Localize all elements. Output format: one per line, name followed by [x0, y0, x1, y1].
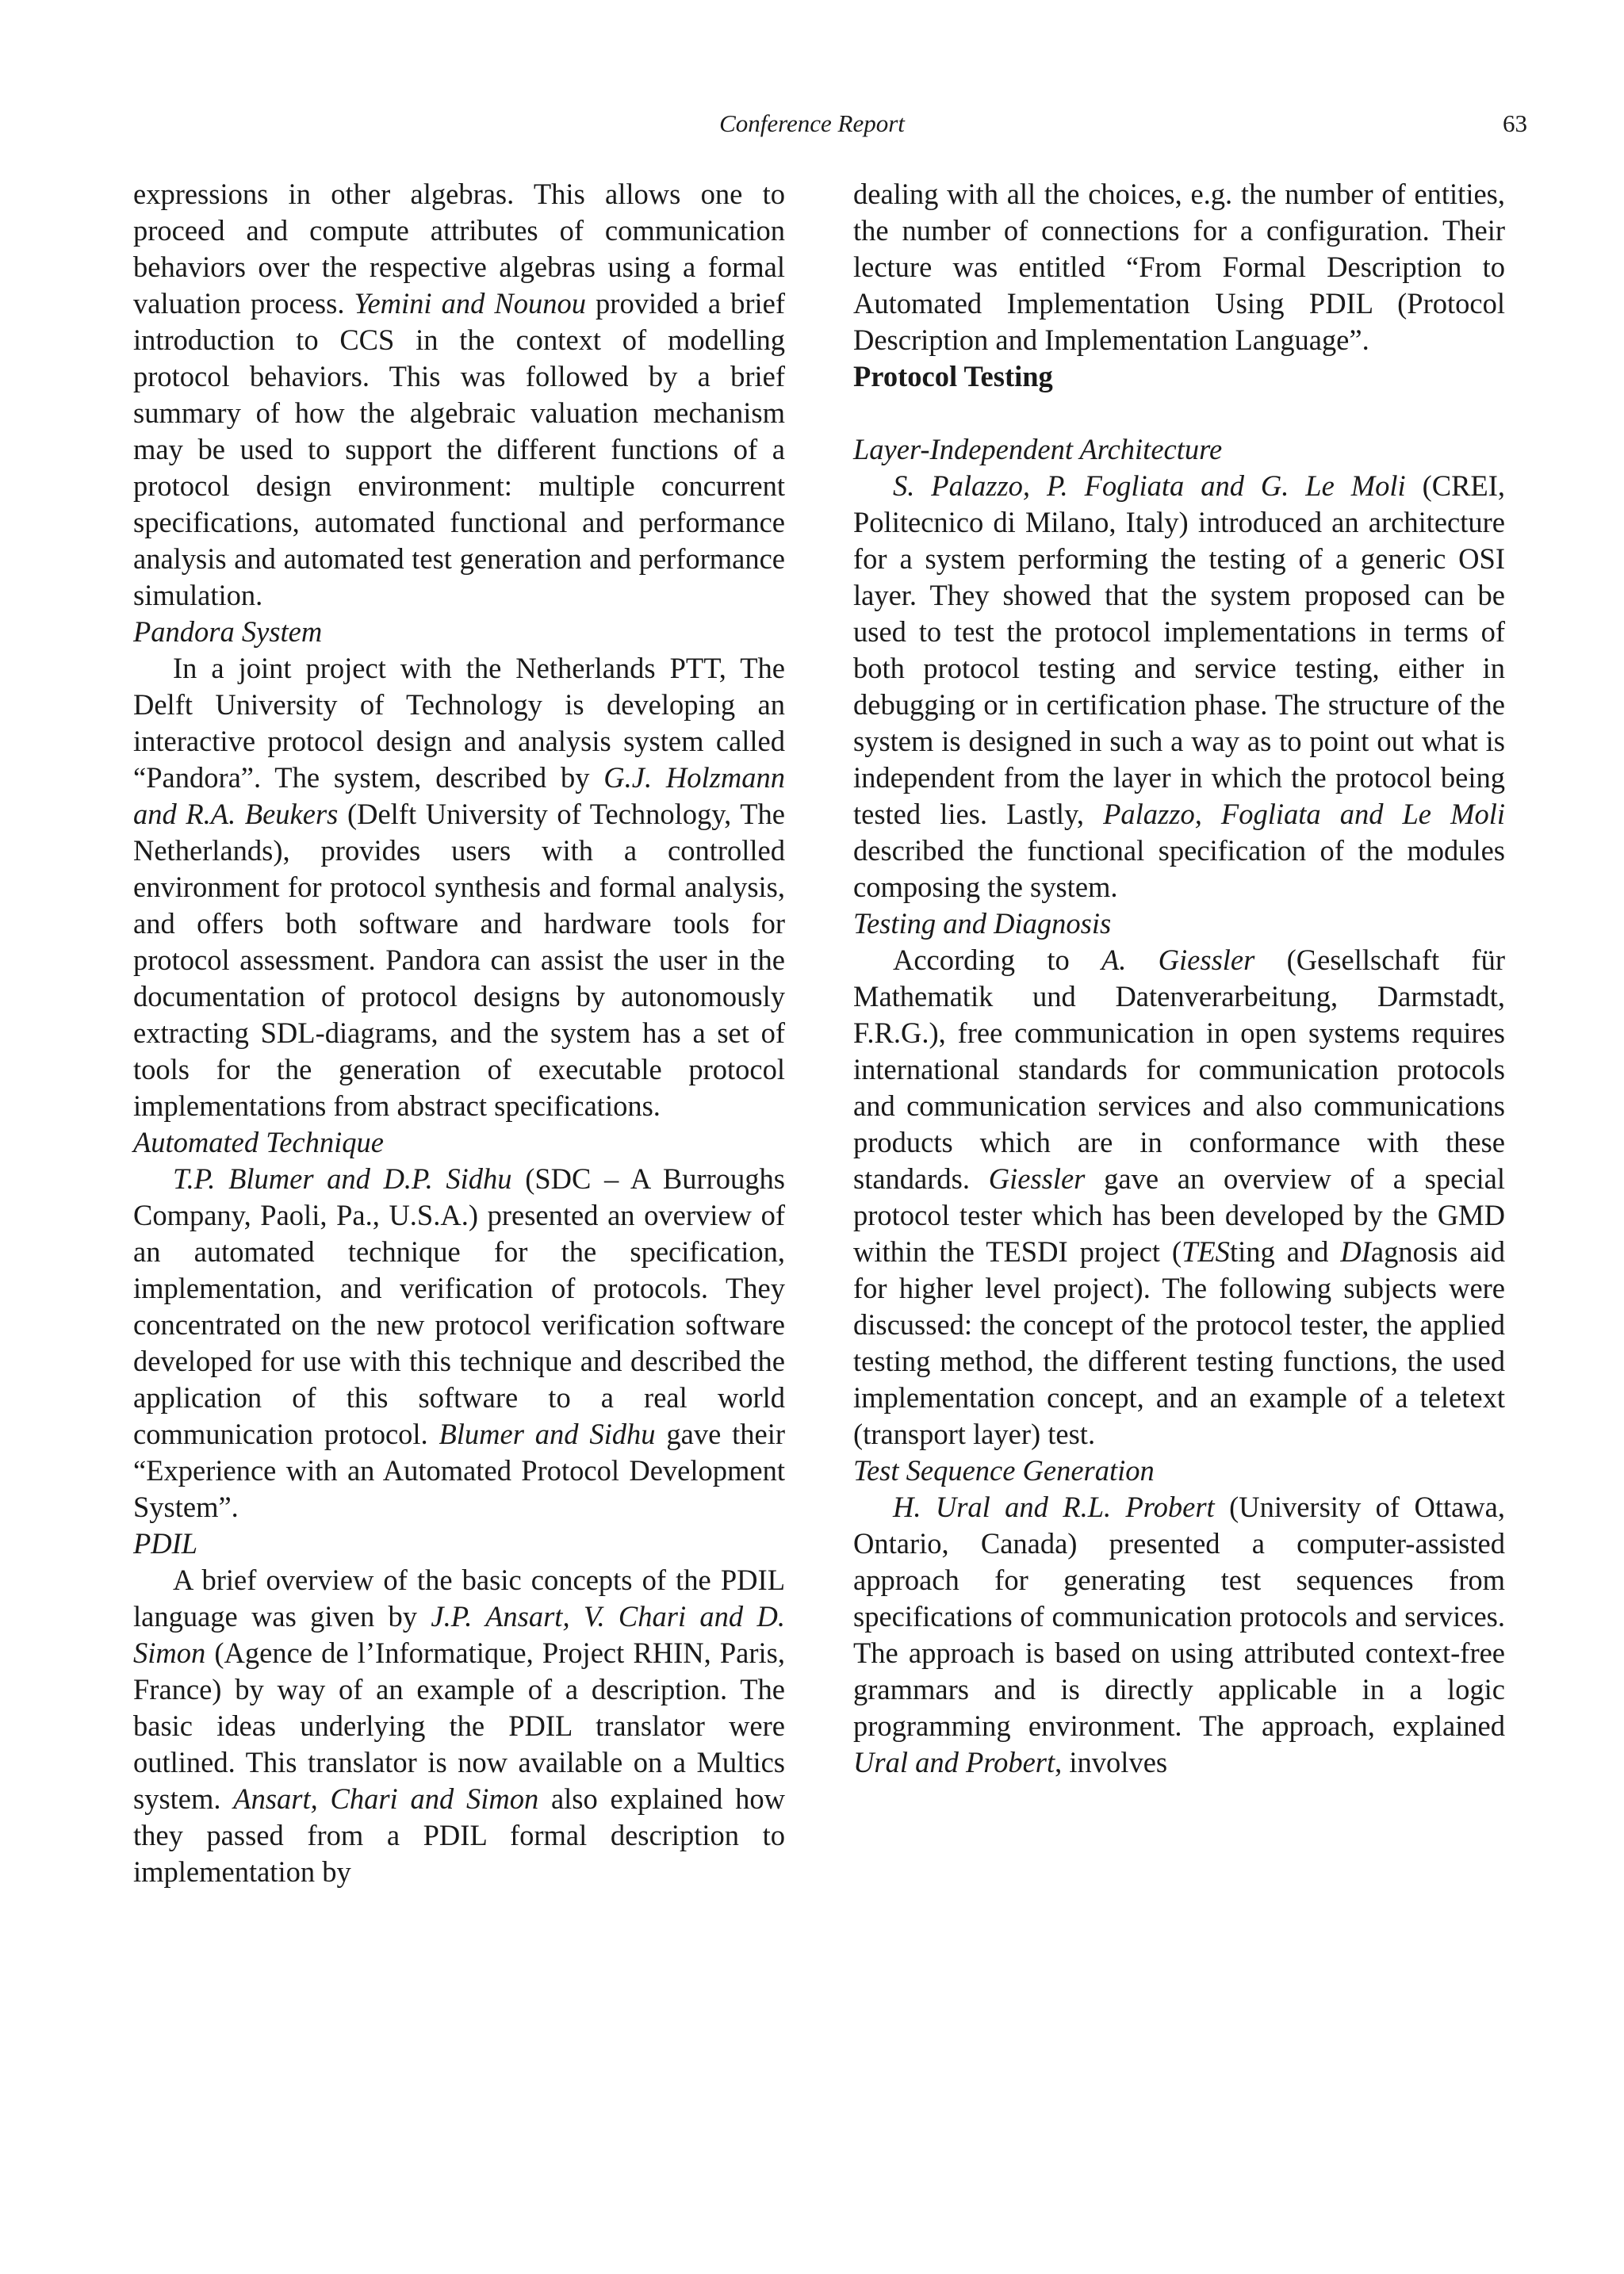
- section-heading: Protocol Testing: [853, 360, 1053, 392]
- pdil-subheading: PDIL: [133, 1527, 198, 1560]
- author-names: Ansart, Chari and Simon: [233, 1782, 539, 1815]
- sequence-paragraph: H. Ural and R.L. Probert (University of Ottawa, Ontario, Canada) presented a computer-assisted approach for generating test sequences from specifications of communication protocols and services. The approach is based on using attributed context-free grammars and is directly applicable in a logic programming environment. The approach, explained Ural and Probert, involves: [853, 1491, 1505, 1778]
- testing-subheading: Testing and Diagnosis: [853, 907, 1112, 940]
- author-names: Yemini and Nounou: [354, 287, 586, 320]
- author-names: Palazzo, Fogliata and Le Moli: [1103, 798, 1505, 830]
- layer-subheading: Layer-Independent Architecture: [853, 433, 1223, 465]
- author-names: G.J. Holzmann and R.A. Beukers: [133, 761, 785, 830]
- automated-paragraph: T.P. Blumer and D.P. Sidhu (SDC – A Burroughs Company, Paoli, Pa., U.S.A.) presented an overview of an automated technique for the specification, implementation, and verification of protocols. They concentrated on the new protocol verification software developed for use with this technique and described the application of this software to a real world communication protocol. Blumer and Sidhu gave their “Experience with an Automated Protocol Development System”.: [133, 1162, 785, 1523]
- author-names: S. Palazzo, P. Fogliata and G. Le Moli: [893, 469, 1406, 502]
- left-column: [133, 176, 785, 1890]
- author-names: H. Ural and R.L. Probert: [893, 1491, 1215, 1523]
- page-number: 63: [1503, 109, 1527, 137]
- right-column: [853, 176, 1505, 1781]
- automated-subheading: Automated Technique: [133, 1126, 384, 1158]
- acronym-emphasis: TES: [1182, 1235, 1230, 1268]
- author-names: J.P. Ansart, V. Chari and D. Simon: [133, 1600, 785, 1669]
- author-names: T.P. Blumer and D.P. Sidhu: [173, 1162, 512, 1195]
- author-names: A. Giessler: [1101, 944, 1255, 976]
- author-names: Ural and Probert: [853, 1746, 1055, 1778]
- pandora-paragraph: In a joint project with the Netherlands PTT, The Delft University of Technology is developing an interactive protocol design and analysis system called “Pandora”. The system, described by G.J. Holzmann and R.A. Beukers (Delft University of Technology, The Netherlands), provides users with a controlled environment for protocol synthesis and formal analysis, and offers both software and hardware tools for protocol assessment. Pandora can assist the user in the documentation of protocol designs by autonomously extracting SDL-diagrams, and the system has a set of tools for the generation of executable protocol implementations from abstract specifications.: [133, 652, 785, 1122]
- pandora-subheading: Pandora System: [133, 615, 323, 648]
- author-names: Blumer and Sidhu: [439, 1418, 656, 1450]
- acronym-emphasis: DI: [1340, 1235, 1371, 1268]
- sequence-subheading: Test Sequence Generation: [853, 1454, 1155, 1487]
- running-title: Conference Report: [719, 109, 905, 137]
- testing-paragraph: According to A. Giessler (Gesellschaft für Mathematik und Datenverarbeitung, Darmstadt, F.R.G.), free communication in open systems requires international standards for communication protocols and communication services and also communications products which are in conformance with these standards. Giessler gave an overview of a special protocol tester which has been developed by the GMD within the TESDI project (TESting and DIagnosis aid for higher level project). The following subjects were discussed: the concept of the protocol tester, the applied testing method, the different testing functions, the used implementation concept, and an example of a teletext (transport layer) test.: [853, 944, 1506, 1450]
- running-header: [0, 106, 1624, 141]
- layer-paragraph: S. Palazzo, P. Fogliata and G. Le Moli (CREI, Politecnico di Milano, Italy) introduced an architecture for a system performing the testing of a generic OSI layer. They showed that the system proposed can be used to test the protocol implementations in terms of both protocol testing and service testing, either in debugging or in certification phase. The structure of the system is designed in such a way as to point out what is independent from the layer in which the protocol being tested lies. Lastly, Palazzo, Fogliata and Le Moli described the functional specification of the modules composing the system.: [853, 469, 1505, 903]
- continuation-paragraph: dealing with all the choices, e.g. the number of entities, the number of connections for a configuration. Their lecture was entitled “From Formal Description to Automated Implementation Using PDIL (Protocol Description and Implementation Language”.: [853, 178, 1505, 356]
- author-names: Giessler: [988, 1162, 1086, 1195]
- pdil-paragraph: A brief overview of the basic concepts of the PDIL language was given by J.P. Ansart, V. Chari and D. Simon (Agence de l’Informatique, Project RHIN, Paris, France) by way of an example of a description. The basic ideas underlying the PDIL translator were outlined. This translator is now available on a Multics system. Ansart, Chari and Simon also explained how they passed from a PDIL formal description to implementation by: [133, 1564, 785, 1888]
- intro-paragraph: expressions in other algebras. This allows one to proceed and compute attributes of communication behaviors over the respective algebras using a formal valuation process. Yemini and Nounou provided a brief introduction to CCS in the context of modelling protocol behaviors. This was followed by a brief summary of how the algebraic valuation mechanism may be used to support the different functions of a protocol design environment: multiple concurrent specifications, automated functional and performance analysis and automated test generation and performance simulation.: [133, 178, 785, 611]
